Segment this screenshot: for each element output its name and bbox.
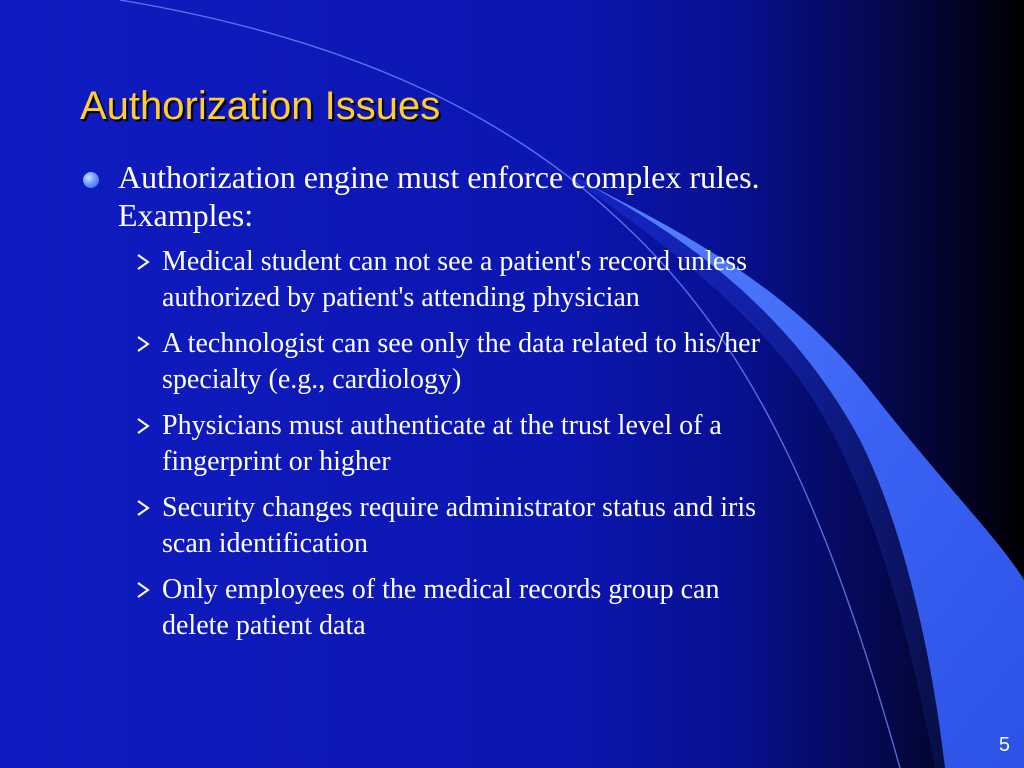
arrow-bullet-icon: [134, 499, 152, 517]
slide-content: [80, 158, 920, 654]
sub-bullet-item: [132, 490, 920, 562]
sub-bullet-item: [132, 326, 920, 398]
sub-bullet-list: [80, 244, 920, 644]
arrow-bullet-icon: [134, 335, 152, 353]
sub-bullet-item: [132, 408, 920, 480]
sub-bullet-line2: fingerprint or higher: [162, 446, 391, 477]
arrow-bullet-icon: [134, 253, 152, 271]
arrow-bullet-icon: [134, 581, 152, 599]
slide-title: Authorization Issues: [80, 84, 441, 128]
main-bullet-line2: Examples:: [118, 197, 254, 233]
sub-bullet-line1: Security changes require administrator status and iris: [162, 492, 757, 523]
bullet-dot-icon: [83, 172, 99, 188]
main-bullet-line1: Authorization engine must enforce complex rules.: [118, 159, 760, 195]
page-number: 5: [998, 734, 1010, 756]
sub-bullet-line1: A technologist can see only the data related to his/her: [162, 328, 760, 359]
sub-bullet-line2: specialty (e.g., cardiology): [162, 364, 462, 395]
sub-bullet-line2: delete patient data: [162, 610, 366, 641]
sub-bullet-line1: Medical student can not see a patient's record unless: [162, 246, 748, 277]
main-bullet: [80, 158, 920, 234]
sub-bullet-line1: Only employees of the medical records group can: [162, 574, 720, 605]
sub-bullet-item: [132, 244, 920, 316]
sub-bullet-line1: Physicians must authenticate at the trust level of a: [162, 410, 722, 441]
sub-bullet-item: [132, 572, 920, 644]
sub-bullet-line2: authorized by patient's attending physician: [162, 282, 640, 313]
arrow-bullet-icon: [134, 417, 152, 435]
sub-bullet-line2: scan identification: [162, 528, 369, 559]
